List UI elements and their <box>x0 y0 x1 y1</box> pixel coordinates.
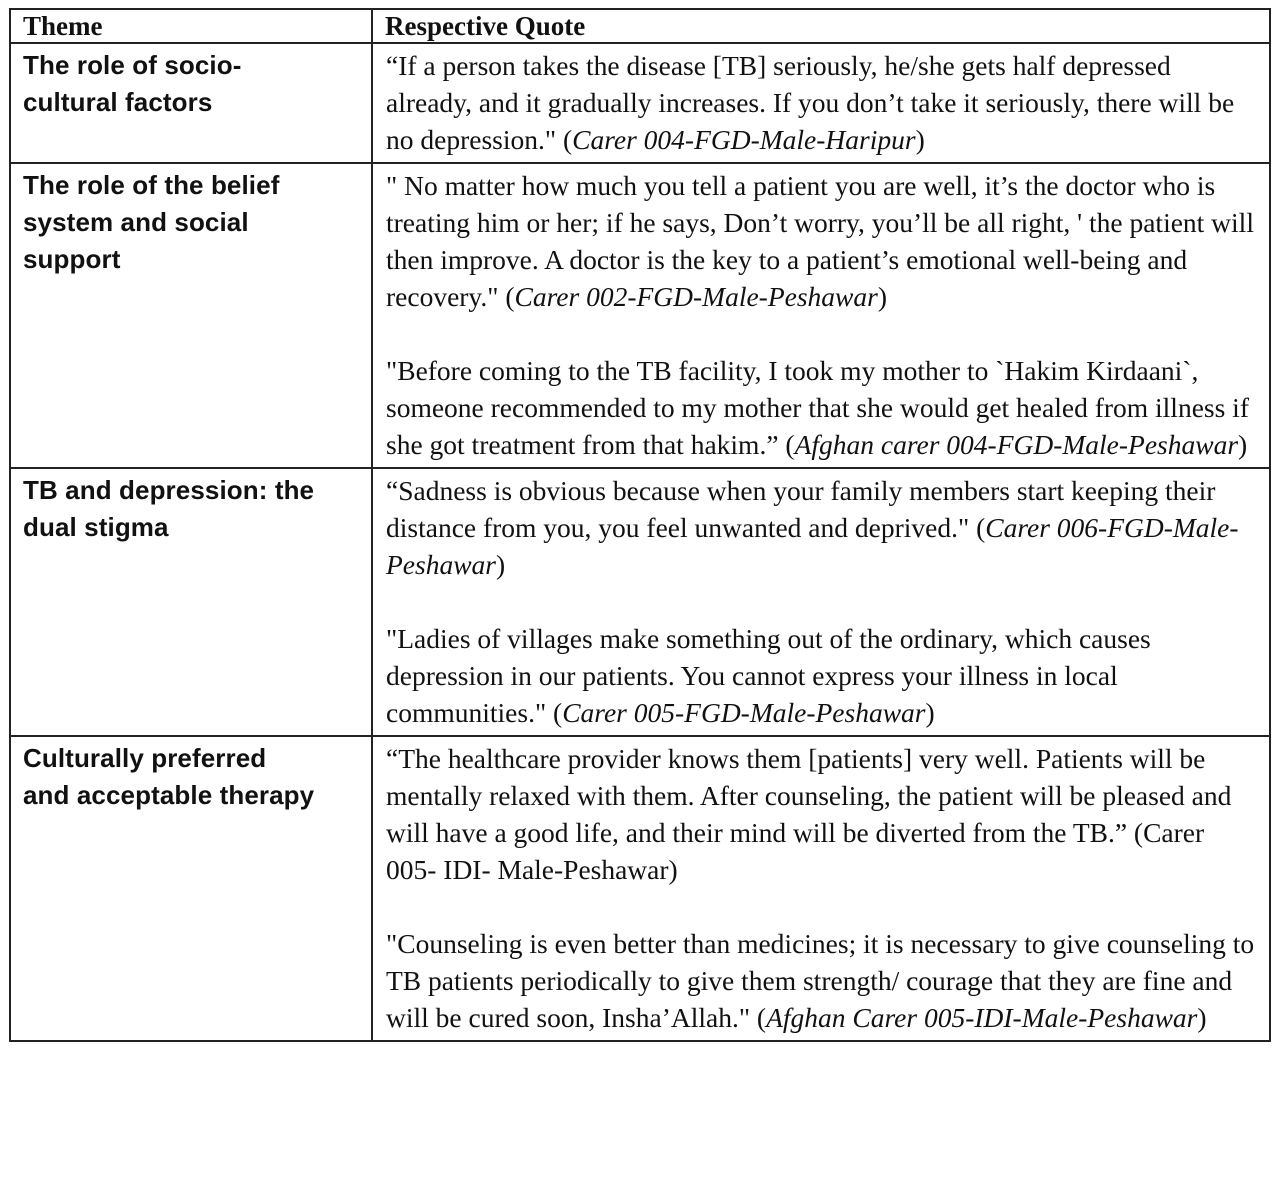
quote-source: Carer 006-FGD-Male-Peshawar <box>386 512 1239 580</box>
quote-text: “Sadness is obvious because when your family members start keeping their distance from you, you feel unwanted and deprived." ( <box>386 475 1216 543</box>
table-row <box>10 736 1270 1041</box>
theme-label: TB and depression: the dual stigma <box>23 475 315 542</box>
quote-paragraph <box>386 352 1255 463</box>
quote-text: "Ladies of villages make something out of the ordinary, which causes depression in our patients. You cannot express your illness in local communities." ( <box>386 623 1151 728</box>
table-body <box>10 43 1270 1041</box>
quote-paragraph <box>386 740 1255 888</box>
quote-close-paren: ) <box>915 124 925 155</box>
quote-source: Carer 002-FGD-Male-Peshawar <box>514 281 878 312</box>
quote-close-paren: ) <box>877 281 888 312</box>
quote-cell <box>372 468 1270 736</box>
theme-label: Culturally preferred and acceptable therapy <box>23 743 315 810</box>
quote-close-paren: ) <box>1197 1002 1207 1033</box>
quote-paragraph <box>386 620 1255 731</box>
quote-text: "Before coming to the TB facility, I took my mother to `Hakim Kirdaani`, someone recommended to my mother that she would get healed from illness if she got treatment from that hakim.” ( <box>386 355 1249 460</box>
quote-close-paren: ) <box>668 854 678 885</box>
quote-close-paren: ) <box>925 697 935 728</box>
quote-source: Carer 005- IDI- Male-Peshawar <box>386 817 1205 885</box>
themes-quotes-table <box>9 8 1271 1042</box>
quote-text: “The healthcare provider knows them [patients] very well. Patients will be mentally relaxed with them. After counseling, the patient will be pleased and will have a good life, and their mind will be diverted from the TB.” ( <box>386 743 1232 848</box>
quote-cell <box>372 43 1270 163</box>
theme-cell <box>10 736 372 1041</box>
quote-paragraph <box>386 47 1255 158</box>
quote-cell <box>372 163 1270 468</box>
theme-label: The role of socio- cultural factors <box>23 50 242 117</box>
table-header-row <box>10 9 1270 43</box>
quote-source: Afghan carer 004-FGD-Male-Peshawar <box>794 429 1239 460</box>
quote-source: Carer 004-FGD-Male-Haripur <box>572 124 916 155</box>
quote-text: " No matter how much you tell a patient you are well, it’s the doctor who is treating him or her; if he says, Don’t worry, you’ll be all right, ' the patient will then improve. A doctor is the key to a patient’s emotional well-being and recovery." ( <box>386 170 1254 312</box>
quote-close-paren: ) <box>1238 429 1248 460</box>
table-row <box>10 163 1270 468</box>
quote-source: Afghan Carer 005-IDI-Male-Peshawar <box>766 1002 1198 1033</box>
theme-label: The role of the belief system and social support <box>23 170 280 274</box>
table-row <box>10 43 1270 163</box>
quote-paragraph <box>386 167 1255 315</box>
quote-paragraph <box>386 472 1255 583</box>
theme-cell <box>10 163 372 468</box>
quote-paragraph <box>386 925 1255 1036</box>
table-row <box>10 468 1270 736</box>
quote-text: "Counseling is even better than medicines; it is necessary to give counseling to TB patients periodically to give them strength/ courage that they are fine and will be cured soon, Insha’Allah." ( <box>386 928 1255 1033</box>
theme-cell <box>10 43 372 163</box>
quote-cell <box>372 736 1270 1041</box>
theme-column-header: Theme <box>10 9 372 43</box>
quote-text: “If a person takes the disease [TB] seriously, he/she gets half depressed already, and it gradually increases. If you don’t take it seriously, there will be no depression." ( <box>386 50 1235 155</box>
theme-cell <box>10 468 372 736</box>
quote-source: Carer 005-FGD-Male-Peshawar <box>562 697 926 728</box>
quote-column-header: Respective Quote <box>372 9 1270 43</box>
quote-close-paren: ) <box>496 549 506 580</box>
